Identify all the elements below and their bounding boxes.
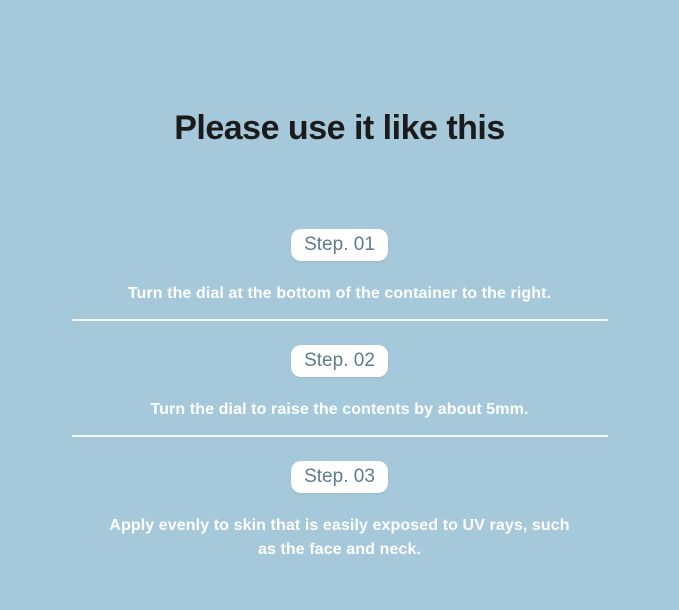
step-divider-2	[72, 435, 608, 437]
step-2-text	[151, 398, 529, 422]
step-2-badge	[291, 345, 388, 377]
step-1-text-line-1: Turn the dial at the bottom of the container to the right.	[127, 285, 552, 302]
step-3-badge	[291, 461, 388, 493]
step-3-text	[109, 514, 569, 562]
step-1-text	[128, 282, 551, 306]
step-1-badge-label: Step. 01	[304, 234, 375, 255]
step-1-badge	[291, 229, 388, 261]
step-2	[0, 345, 679, 461]
step-2-badge-label: Step. 02	[304, 350, 375, 371]
step-divider-1	[72, 319, 608, 321]
step-3-badge-label: Step. 03	[304, 466, 375, 487]
step-3	[0, 461, 679, 575]
step-1	[0, 229, 679, 345]
step-3-text-line-2: as the face and neck.	[257, 541, 422, 558]
step-2-text-line-1: Turn the dial to raise the contents by about 5mm.	[150, 401, 529, 418]
steps-list	[0, 229, 679, 575]
page-title: Please use it like this	[174, 109, 505, 147]
step-3-text-line-1: Apply evenly to skin that is easily exposed to UV rays, such	[109, 517, 570, 534]
